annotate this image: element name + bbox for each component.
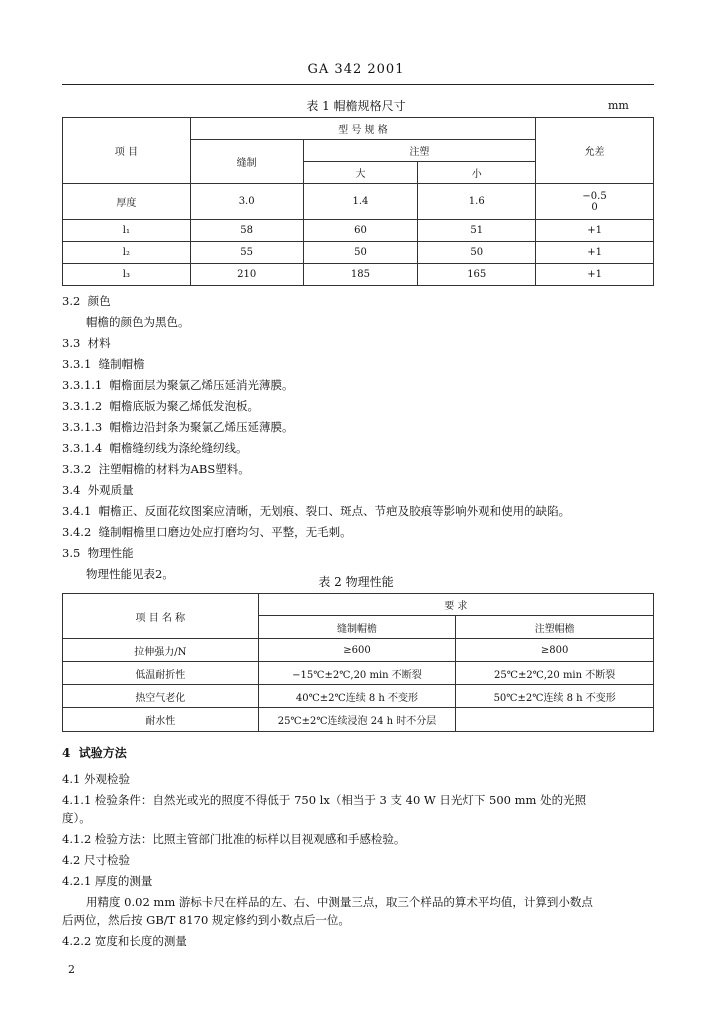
t2-cell: 拉伸强力/N bbox=[63, 639, 259, 662]
t2-cell: ≥800 bbox=[456, 639, 654, 662]
t2-cell: ≥600 bbox=[258, 639, 456, 662]
clause-num: 3.3.1.1 bbox=[62, 378, 103, 392]
table-row bbox=[63, 662, 654, 685]
t1-cell: 210 bbox=[190, 264, 303, 286]
clause-text: 帽檐的颜色为黑色。 bbox=[86, 315, 190, 329]
t1-cell: 1.6 bbox=[418, 184, 536, 220]
tol-lower: 0 bbox=[591, 201, 598, 213]
t1-header-small: 小 bbox=[418, 162, 536, 184]
section-4-heading bbox=[62, 744, 127, 761]
t1-cell: 60 bbox=[303, 220, 418, 242]
t1-cell: +1 bbox=[536, 220, 654, 242]
table2-caption: 表 2 物理性能 bbox=[318, 575, 394, 589]
table-row bbox=[63, 685, 654, 708]
header-rule bbox=[62, 84, 654, 85]
t1-cell: +1 bbox=[536, 264, 654, 286]
clause-text: 注塑帽檐的材料为ABS塑料。 bbox=[98, 462, 250, 476]
clause-num: 3.2 bbox=[62, 294, 81, 308]
clause-text: 缝制帽檐 bbox=[98, 357, 145, 371]
clause-text: 物理性能 bbox=[87, 546, 134, 560]
t2-cell bbox=[456, 708, 654, 732]
paragraph bbox=[62, 335, 662, 356]
paragraph bbox=[62, 293, 662, 314]
clause-num: 3.4.1 bbox=[62, 504, 92, 518]
clause-num: 3.3.1.3 bbox=[62, 420, 103, 434]
section-title: 试验方法 bbox=[78, 746, 127, 760]
page-number: 2 bbox=[68, 963, 75, 976]
t2-cell: 热空气老化 bbox=[63, 685, 259, 708]
table-row bbox=[63, 242, 654, 264]
t1-cell: 58 bbox=[190, 220, 303, 242]
t1-cell-tol bbox=[536, 184, 654, 220]
t2-cell: 25℃±2℃,20 min 不断裂 bbox=[456, 662, 654, 685]
t1-cell: l₃ bbox=[63, 264, 191, 286]
paragraph: 用精度 0.02 mm 游标卡尺在样品的左、右、中测量三点，取三个样品的算术平均值，计算到小数点 bbox=[86, 895, 593, 909]
clause-num: 3.4.2 bbox=[62, 525, 92, 539]
t1-cell: 50 bbox=[418, 242, 536, 264]
t2-cell: 低温耐折性 bbox=[63, 662, 259, 685]
clause-text: 物理性能见表2。 bbox=[86, 567, 174, 581]
t2-cell: 耐水性 bbox=[63, 708, 259, 732]
clause-num: 3.3 bbox=[62, 336, 81, 350]
t2-header-sewn: 缝制帽檐 bbox=[258, 616, 456, 639]
clause-num: 3.3.2 bbox=[62, 462, 92, 476]
paragraph bbox=[62, 524, 662, 545]
paragraph bbox=[62, 461, 662, 482]
table-row bbox=[63, 639, 654, 662]
clause-num: 3.3.1.2 bbox=[62, 399, 103, 413]
paragraph bbox=[62, 545, 662, 566]
t1-header-sewn: 缝制 bbox=[190, 140, 303, 184]
standard-header: GA 342 2001 bbox=[307, 62, 405, 77]
table-row bbox=[63, 184, 654, 220]
paragraph bbox=[62, 377, 662, 398]
t1-header-model: 型 号 规 格 bbox=[190, 118, 535, 140]
paragraph bbox=[62, 419, 662, 440]
t1-cell: 185 bbox=[303, 264, 418, 286]
clause-text: 颜色 bbox=[87, 294, 111, 308]
clause-num: 3.3.1.4 bbox=[62, 441, 103, 455]
body-section-4 bbox=[62, 771, 658, 954]
t1-header-injection: 注塑 bbox=[303, 140, 536, 162]
t1-cell: +1 bbox=[536, 242, 654, 264]
tol-upper: −0.5 bbox=[582, 190, 607, 202]
t1-cell: l₁ bbox=[63, 220, 191, 242]
t2-header-injection: 注塑帽檐 bbox=[456, 616, 654, 639]
t2-cell: 25℃±2℃连续浸泡 24 h 时不分层 bbox=[258, 708, 456, 732]
table-row bbox=[63, 220, 654, 242]
table1 bbox=[62, 117, 654, 286]
t1-header-tolerance: 允差 bbox=[536, 118, 654, 184]
clause-text: 帽檐边沿封条为聚氯乙烯压延薄膜。 bbox=[109, 420, 294, 434]
table1-caption: 表 1 帽檐规格尺寸 bbox=[306, 99, 406, 113]
t2-cell: −15℃±2℃,20 min 不断裂 bbox=[258, 662, 456, 685]
t1-cell: 1.4 bbox=[303, 184, 418, 220]
clause-text: 帽檐正、反面花纹图案应清晰，无划痕、裂口、斑点、节疤及胶痕等影响外观和使用的缺陷。 bbox=[98, 504, 571, 518]
paragraph: 4.2 尺寸检验 bbox=[62, 853, 130, 867]
t1-cell: 3.0 bbox=[190, 184, 303, 220]
paragraph: 4.1.2 检验方法：比照主管部门批准的标样以目视观感和手感检验。 bbox=[62, 832, 406, 846]
paragraph bbox=[62, 356, 662, 377]
table2 bbox=[62, 593, 654, 732]
clause-text: 缝制帽檐里口磨边处应打磨均匀、平整，无毛刺。 bbox=[98, 525, 352, 539]
clause-num: 3.5 bbox=[62, 546, 81, 560]
clause-text: 帽檐面层为聚氯乙烯压延消光薄膜。 bbox=[109, 378, 294, 392]
paragraph bbox=[62, 503, 662, 524]
clause-text: 帽檐底版为聚乙烯低发泡板。 bbox=[109, 399, 260, 413]
section-num: 4 bbox=[62, 746, 71, 760]
t2-header-item: 项 目 名 称 bbox=[63, 594, 259, 639]
t1-cell: 50 bbox=[303, 242, 418, 264]
paragraph bbox=[62, 314, 662, 335]
paragraph: 度）。 bbox=[62, 811, 91, 825]
paragraph: 后两位，然后按 GB/T 8170 规定修约到小数点后一位。 bbox=[62, 913, 350, 927]
t1-header-item: 项 目 bbox=[63, 118, 191, 184]
paragraph bbox=[62, 440, 662, 461]
table-row bbox=[63, 708, 654, 732]
paragraph: 4.1 外观检验 bbox=[62, 772, 130, 786]
paragraph bbox=[62, 482, 662, 503]
t1-cell: 55 bbox=[190, 242, 303, 264]
paragraph: 4.2.2 宽度和长度的测量 bbox=[62, 934, 187, 948]
t1-cell: 165 bbox=[418, 264, 536, 286]
table1-unit: mm bbox=[608, 99, 629, 112]
body-section-3 bbox=[62, 293, 662, 587]
paragraph: 4.2.1 厚度的测量 bbox=[62, 874, 153, 888]
paragraph bbox=[62, 398, 662, 419]
clause-text: 帽檐缝纫线为涤纶缝纫线。 bbox=[109, 441, 248, 455]
paragraph: 4.1.1 检验条件：自然光或光的照度不得低于 750 lx（相当于 3 支 40 W 日光灯下 500 mm 处的光照 bbox=[62, 793, 587, 807]
clause-text: 材料 bbox=[87, 336, 111, 350]
t1-cell: l₂ bbox=[63, 242, 191, 264]
t1-cell: 51 bbox=[418, 220, 536, 242]
t2-cell: 40℃±2℃连续 8 h 不变形 bbox=[258, 685, 456, 708]
t2-header-req: 要 求 bbox=[258, 594, 653, 616]
clause-num: 3.3.1 bbox=[62, 357, 92, 371]
clause-text: 外观质量 bbox=[87, 483, 134, 497]
table-row bbox=[63, 264, 654, 286]
clause-num: 3.4 bbox=[62, 483, 81, 497]
t1-header-large: 大 bbox=[303, 162, 418, 184]
t2-cell: 50℃±2℃连续 8 h 不变形 bbox=[456, 685, 654, 708]
t1-cell: 厚度 bbox=[63, 184, 191, 220]
